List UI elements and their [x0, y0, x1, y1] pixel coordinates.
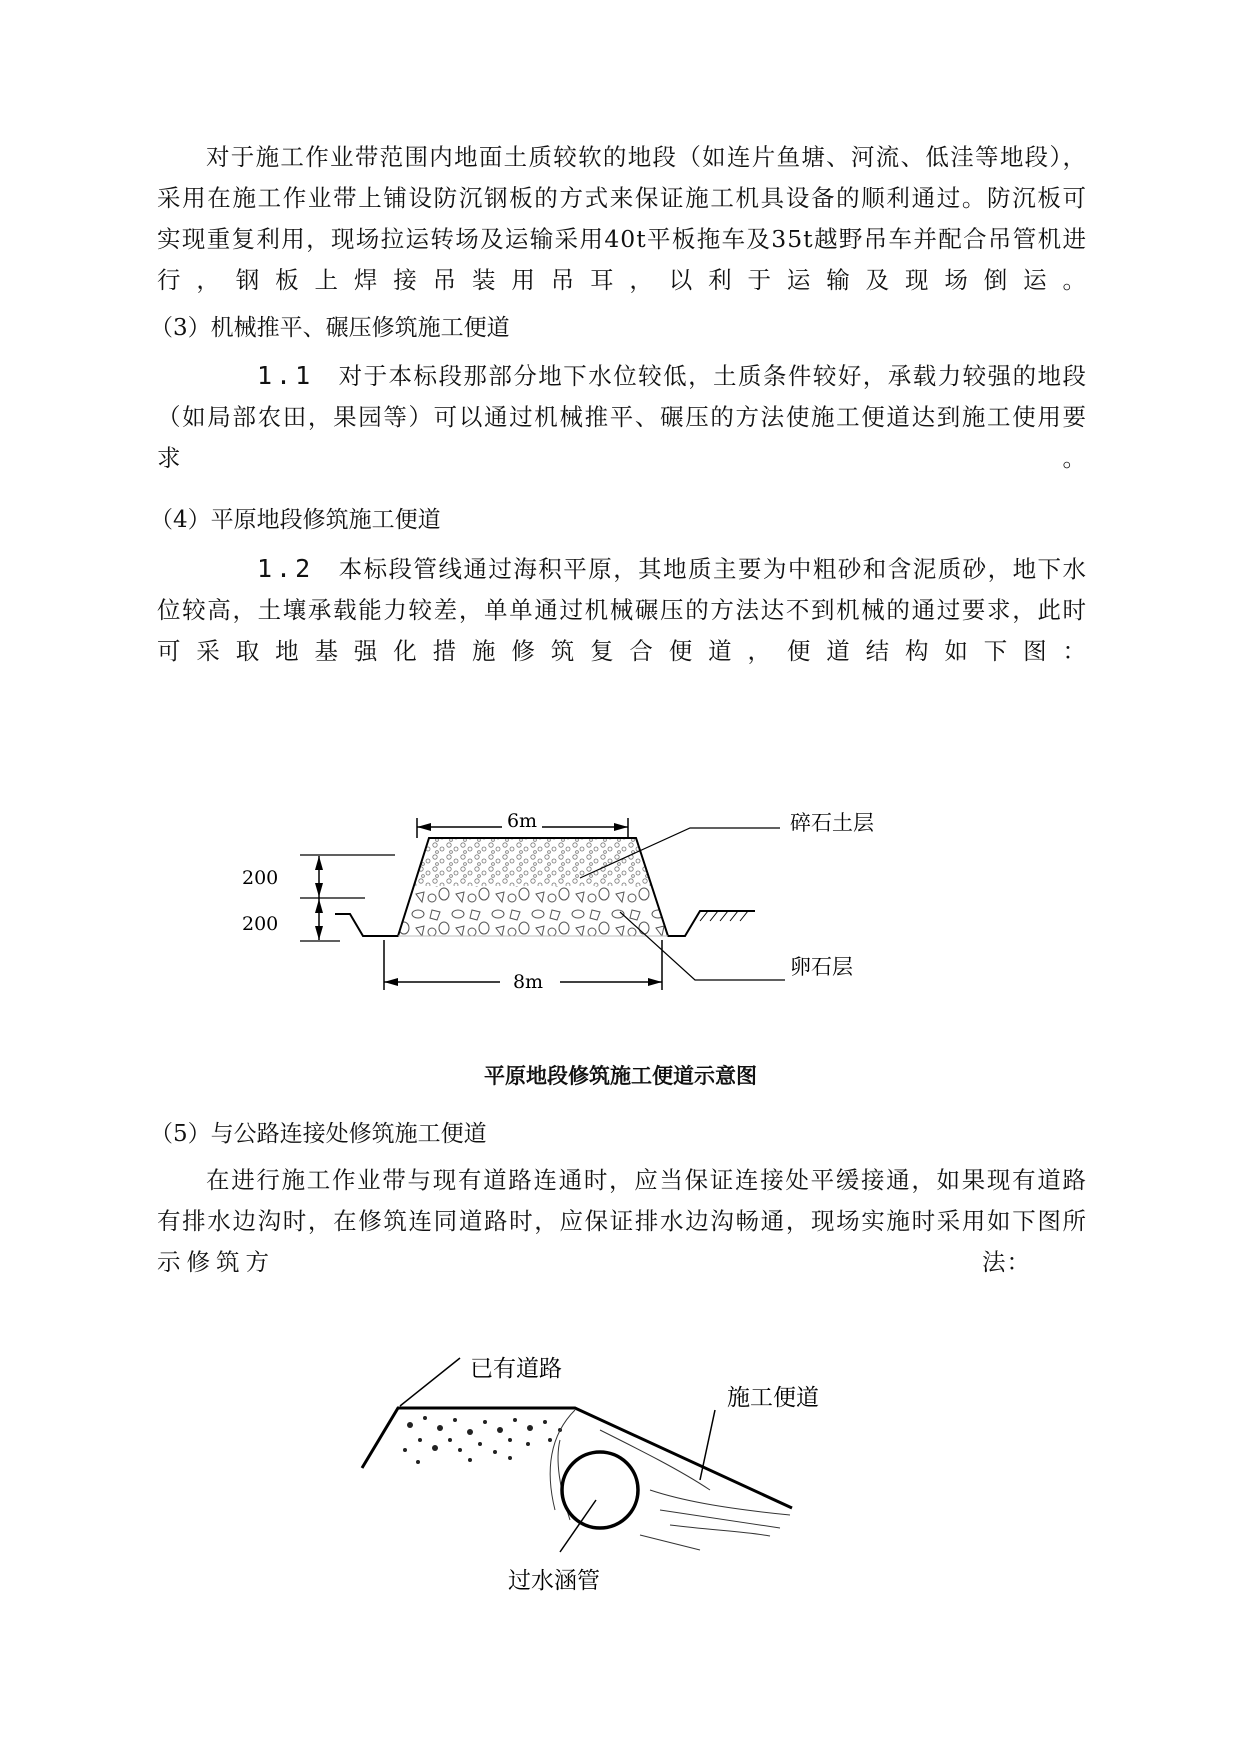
ground-hatch — [700, 911, 748, 921]
paragraph-1-2 — [157, 548, 1087, 672]
heading-5: （5）与公路连接处修筑施工便道 — [150, 1121, 487, 1147]
dim-lower-label: 200 — [242, 913, 279, 935]
road-fill-speckle — [403, 1416, 562, 1464]
tail-left-text: 示修筑方 — [157, 1248, 275, 1276]
culvert-figure — [360, 1340, 900, 1620]
paragraph-road-connection-tail — [157, 1242, 1087, 1283]
culvert-label: 过水涵管 — [508, 1568, 600, 1594]
section-number-1-1: 1.1 — [257, 361, 315, 390]
tail-right-text: 法： — [982, 1248, 1031, 1276]
paragraph-1-1 — [157, 355, 1087, 479]
gravel-soil-label: 碎石土层 — [790, 811, 874, 835]
culvert-pipe — [562, 1452, 638, 1528]
top-width-label: 6m — [506, 810, 538, 832]
section-number-1-2: 1.2 — [257, 554, 315, 583]
heading-4: （4）平原地段修筑施工便道 — [150, 507, 441, 533]
road-cross-section-figure — [242, 770, 950, 1010]
paragraph-1-1-text: 对于本标段那部分地下水位较低，土质条件较好，承载力较强的地段（如局部农田，果园等）可以通过机械推平、碾压的方法使施工便道达到施工使用要求。 — [157, 362, 1087, 472]
figure-caption: 平原地段修筑施工便道示意图 — [484, 1064, 757, 1088]
dim-upper-label: 200 — [242, 867, 279, 889]
heading-3: （3）机械推平、碾压修筑施工便道 — [150, 315, 510, 341]
leader-existing-road — [400, 1358, 460, 1406]
paragraph-steel-plates: 对于施工作业带范围内地面土质较软的地段（如连片鱼塘、河流、低洼等地段），采用在施工作业带上铺设防沉钢板的方式来保证施工机具设备的顺利通过。防沉板可实现重复利用，现场拉运转场及运输采用40t平板拖车及35t越野吊车并配合吊管机进行，钢板上焊接吊装用吊耳，以利于运输及现场倒运。 — [157, 143, 1087, 294]
access-road-label: 施工便道 — [727, 1385, 819, 1411]
bottom-width-label: 8m — [512, 971, 544, 993]
existing-road-label: 已有道路 — [470, 1356, 562, 1382]
paragraph-road-connection: 在进行施工作业带与现有道路连通时，应当保证连接处平缓接通，如果现有道路有排水边沟时，在修筑连同道路时，应保证排水边沟畅通，现场实施时采用如下图所 — [157, 1166, 1087, 1235]
pebble-layer — [398, 886, 668, 936]
pebble-label: 卵石层 — [790, 955, 853, 979]
paragraph-1-2-text: 本标段管线通过海积平原，其地质主要为中粗砂和含泥质砂，地下水位较高，土壤承载能力较差，单单通过机械碾压的方法达不到机械的通过要求，此时可采取地基强化措施修筑复合便道，便道结构如下图： — [157, 555, 1087, 665]
